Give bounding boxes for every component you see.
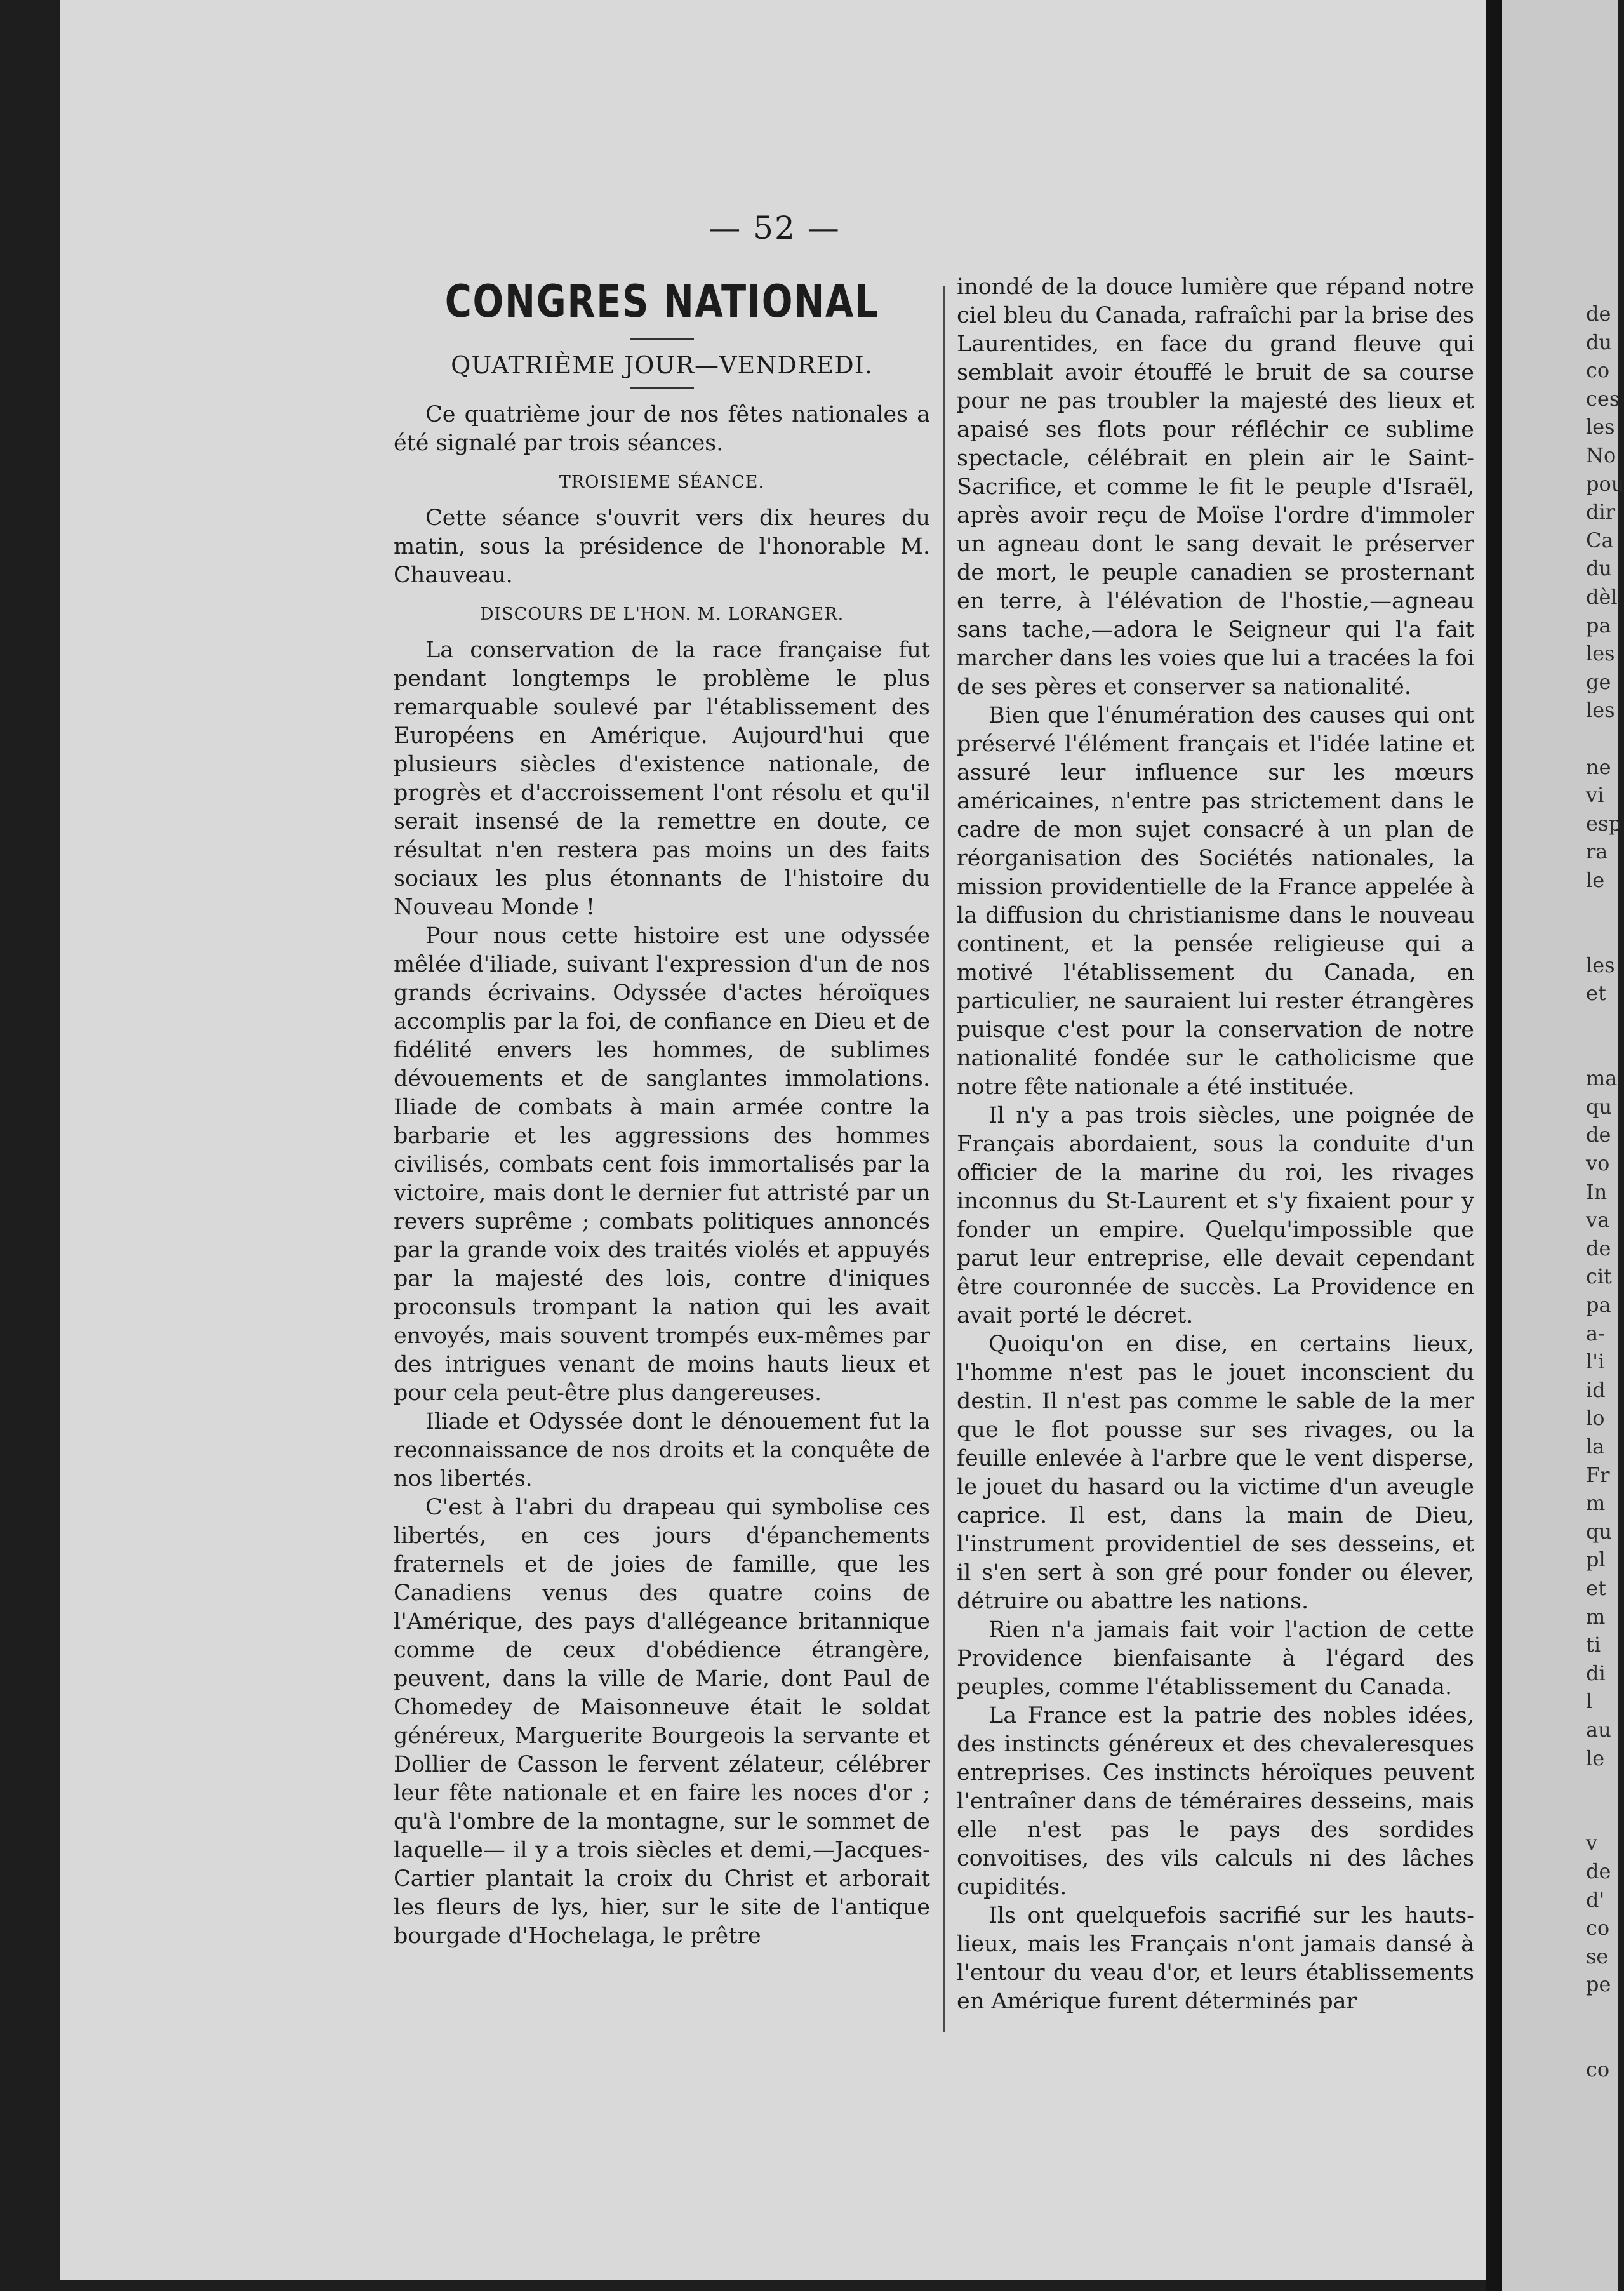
facing-page-fragment: ge bbox=[1586, 669, 1611, 694]
facing-page-fragment: m bbox=[1586, 1491, 1606, 1516]
page-number: — 52 — bbox=[709, 210, 841, 246]
facing-page-fragment: co bbox=[1586, 1916, 1610, 1940]
facing-page-fragment: de bbox=[1586, 1123, 1611, 1147]
facing-page-fragment: et bbox=[1586, 1576, 1606, 1600]
facing-page-fragment: pl bbox=[1586, 1547, 1606, 1572]
facing-page-fragment: co bbox=[1586, 358, 1610, 383]
facing-page-fragment: de bbox=[1586, 302, 1611, 326]
facing-page-fragment: l bbox=[1586, 1689, 1593, 1714]
facing-page-fragment: di bbox=[1586, 1660, 1606, 1685]
column-divider bbox=[943, 286, 945, 2032]
facing-page-fragment: id bbox=[1586, 1377, 1606, 1402]
body-paragraph: Iliade et Odyssée dont le dénouement fut la reconnaissance de nos droits et la conquête de nos libertés. bbox=[394, 1409, 930, 1492]
facing-page-fragment: ti bbox=[1586, 1633, 1601, 1657]
facing-page-fragment: au bbox=[1586, 1718, 1611, 1742]
title-rule bbox=[630, 338, 694, 340]
facing-page-fragment: le bbox=[1586, 1746, 1605, 1770]
body-paragraph: Bien que l'énumération des causes qui ont préservé l'élément français et l'idée latine et assuré leur influence sur les mœurs américaines, n'entre pas strictement dans le cadre de mon sujet consacré à un plan de réorganisation des Sociétés nationales, la mission providentielle de la France appelée à la diffusion du christianisme dans le nouveau continent, et la pensée religieuse qui a motivé l'établissement du Canada, en particulier, ne sauraient lui rester étrangères puisque c'est pour la conservation de notre nationalité fondée sur le catholicisme que notre fête nationale a été instituée. bbox=[957, 703, 1474, 1100]
facing-page-fragment: va bbox=[1586, 1208, 1610, 1232]
facing-page-fragment: qu bbox=[1586, 1519, 1613, 1544]
facing-page-fragment: vo bbox=[1586, 1151, 1610, 1175]
facing-page-fragment: Ca bbox=[1586, 528, 1614, 552]
facing-page-fragment: Fr bbox=[1586, 1462, 1610, 1487]
facing-page-fragment: No bbox=[1586, 443, 1616, 467]
facing-page-fragment: le bbox=[1586, 868, 1605, 892]
facing-page-fragment: pa bbox=[1586, 1293, 1611, 1317]
facing-page-fragment: co bbox=[1586, 2057, 1610, 2082]
facing-page-fragment: les bbox=[1586, 415, 1615, 439]
facing-page-fragment: ma bbox=[1586, 1066, 1618, 1091]
facing-page-fragment: la bbox=[1586, 1434, 1605, 1459]
facing-page-fragment: esp bbox=[1586, 811, 1621, 836]
body-paragraph: Ils ont quelquefois sacrifié sur les hauts-lieux, mais les Français n'ont jamais dansé à l'entour du veau d'or, et leurs établissements en Amérique furent déterminés par bbox=[957, 1903, 1474, 2014]
scanned-page bbox=[60, 0, 1489, 2280]
session-heading: TROISIEME SÉANCE. bbox=[559, 472, 765, 492]
speech-heading: DISCOURS DE L'HON. M. LORANGER. bbox=[479, 604, 844, 624]
facing-page-fragment: In bbox=[1586, 1179, 1607, 1204]
body-paragraph: C'est à l'abri du drapeau qui symbolise ces libertés, en ces jours d'épanchements fraternels et de joies de famille, que les Canadiens venus des quatre coins de l'Amérique, des pays d'allégeance britannique comme de ceux d'obédience étrangère, peuvent, dans la ville de Marie, dont Paul de Chomedey de Maisonneuve était le soldat généreux, Marguerite Bourgeois la servante et Dollier de Casson le fervent zélateur, célébrer leur fête nationale et en faire les noces d'or ; qu'à l'ombre de la montagne, sur le sommet de laquelle— il y a trois siècles et demi,—Jacques-Cartier plantait la croix du Christ et arborait les fleurs de lys, hier, sur le site de l'antique bourgade d'Hochelaga, le prêtre bbox=[394, 1495, 930, 1949]
facing-page-fragment: de bbox=[1586, 1859, 1611, 1883]
article-subtitle: QUATRIÈME JOUR—VENDREDI. bbox=[451, 351, 873, 379]
facing-page-fragment: v bbox=[1586, 1831, 1598, 1855]
facing-page-fragment: pou bbox=[1586, 471, 1624, 496]
body-paragraph: La conservation de la race française fut pendant longtemps le problème le plus remarquable soulevé par l'établissement des Européens en Amérique. Aujourd'hui que plusieurs siècles d'existence nationale, de progrès et d'accroissement l'ont résolu et qu'il serait insensé de la remettre en doute, ce résultat n'en restera pas moins un des faits sociaux les plus étonnants de l'histoire du Nouveau Monde ! bbox=[394, 638, 930, 920]
continued-paragraph: inondé de la douce lumière que répand notre ciel bleu du Canada, rafraîchi par la brise des Laurentides, en face du grand fleuve qui semblait avoir étouffé le bruit de sa course pour ne pas troubler la majesté des lieux et apaisé ses flots pour réfléchir ce sublime spectacle, célébrait en plein air le Saint-Sacrifice, et comme le fit le peuple d'Israël, après avoir reçu de Moïse l'ordre d'immoler un agneau dont le sang devait le préserver de mort, le peuple canadien se prosternant en terre, à l'élévation de l'hostie,—agneau sans tache,—adora le Seigneur qui l'a fait marcher dans les voies que lui a tracées la foi de ses pères et conserver sa nationalité. bbox=[957, 274, 1474, 700]
facing-page-fragment: qu bbox=[1586, 1094, 1613, 1119]
facing-page-fragment: pe bbox=[1586, 1972, 1611, 1997]
body-paragraph: Pour nous cette histoire est une odyssée mêlée d'iliade, suivant l'expression d'un de nos grands écrivains. Odyssée d'actes héroïques accomplis par la foi, de confiance en Dieu et de fidélité envers les hommes, de sublimes dévouements et de sanglantes immolations. Iliade de combats à main armée contre la barbarie et les aggressions des hommes civilisés, combats cent fois immortalisés par la victoire, mais dont le dernier fut attristé par un revers suprême ; combats politiques annoncés par la grande voix des traités violés et appuyés par la majesté des lois, contre d'iniques proconsuls trompant la nation qui les avait envoyés, mais souvent trompés eux-mêmes par des intrigues venant de moins hauts lieux et pour cela peut-être plus dangereuses. bbox=[394, 923, 931, 1406]
facing-page-fragment: a- bbox=[1586, 1321, 1605, 1346]
facing-page-fragment: se bbox=[1586, 1944, 1609, 1968]
facing-page-fragment: m bbox=[1586, 1604, 1606, 1629]
body-paragraph: Rien n'a jamais fait voir l'action de cette Providence bienfaisante à l'égard des peuples, comme l'établissement du Canada. bbox=[957, 1617, 1474, 1700]
intro-paragraph: Ce quatrième jour de nos fêtes nationales a été signalé par trois séances. bbox=[394, 402, 930, 456]
facing-page-fragment: les bbox=[1586, 641, 1615, 666]
left-column bbox=[394, 273, 930, 1951]
facing-page-fragment: du bbox=[1586, 330, 1613, 354]
facing-page-fragment: les bbox=[1586, 952, 1615, 977]
page-gutter bbox=[1486, 0, 1502, 2291]
facing-page-fragment: du bbox=[1586, 556, 1613, 581]
facing-page-fragment: dèl bbox=[1586, 585, 1618, 609]
facing-page-fragment: l'i bbox=[1586, 1349, 1605, 1374]
right-column bbox=[957, 273, 1474, 2016]
facing-page-fragment: cit bbox=[1586, 1264, 1613, 1289]
session-paragraph: Cette séance s'ouvrit vers dix heures du matin, sous la présidence de l'honorable M. Chauveau. bbox=[394, 505, 930, 588]
facing-page-fragment: ne bbox=[1586, 754, 1611, 779]
facing-page-fragment: de bbox=[1586, 1236, 1611, 1260]
body-paragraph: Quoiqu'on en dise, en certains lieux, l'homme n'est pas le jouet inconscient du destin. Il n'est pas comme le sable de la mer que le flot pousse sur ses rivages, ou la feuille enlevée à l'arbre que le vent disperse, le jouet du hasard ou la victime d'un aveugle caprice. Il est, dans la main de Dieu, l'instrument providentiel de ses desseins, et il s'en sert à son gré pour fonder ou élever, détruire ou abattre les nations. bbox=[957, 1332, 1474, 1614]
body-paragraph: Il n'y a pas trois siècles, une poignée de Français abordaient, sous la conduite d'un officier de la marine du roi, les rivages inconnus du St-Laurent et s'y fixaient pour y fonder un empire. Quelqu'impossible que parut leur entreprise, elle devait cependant être couronnée de succès. La Providence en avait porté le décret. bbox=[957, 1103, 1474, 1328]
facing-page-fragment: ces bbox=[1586, 386, 1620, 411]
facing-page-edge bbox=[1502, 0, 1624, 2291]
facing-page-fragment: d' bbox=[1586, 1887, 1605, 1912]
facing-page-fragment: les bbox=[1586, 698, 1615, 723]
facing-page-fragment: dir bbox=[1586, 500, 1616, 524]
facing-page-fragment: pa bbox=[1586, 613, 1611, 638]
body-paragraph: La France est la patrie des nobles idées, des instincts généreux et des chevaleresques entreprises. Ces instincts héroïques peuvent l'entraîner dans de téméraires desseins, mais elle n'est pas le pays des sordides convoitises, des vils calculs ni des lâches cupidités. bbox=[957, 1703, 1474, 1900]
facing-page-fragment: ra bbox=[1586, 839, 1608, 864]
article-title: CONGRES NATIONAL bbox=[444, 276, 879, 328]
facing-page-fragment: et bbox=[1586, 981, 1606, 1006]
subtitle-rule bbox=[630, 387, 694, 389]
facing-page-fragment: vi bbox=[1586, 783, 1604, 808]
facing-page-fragment: lo bbox=[1586, 1406, 1605, 1431]
